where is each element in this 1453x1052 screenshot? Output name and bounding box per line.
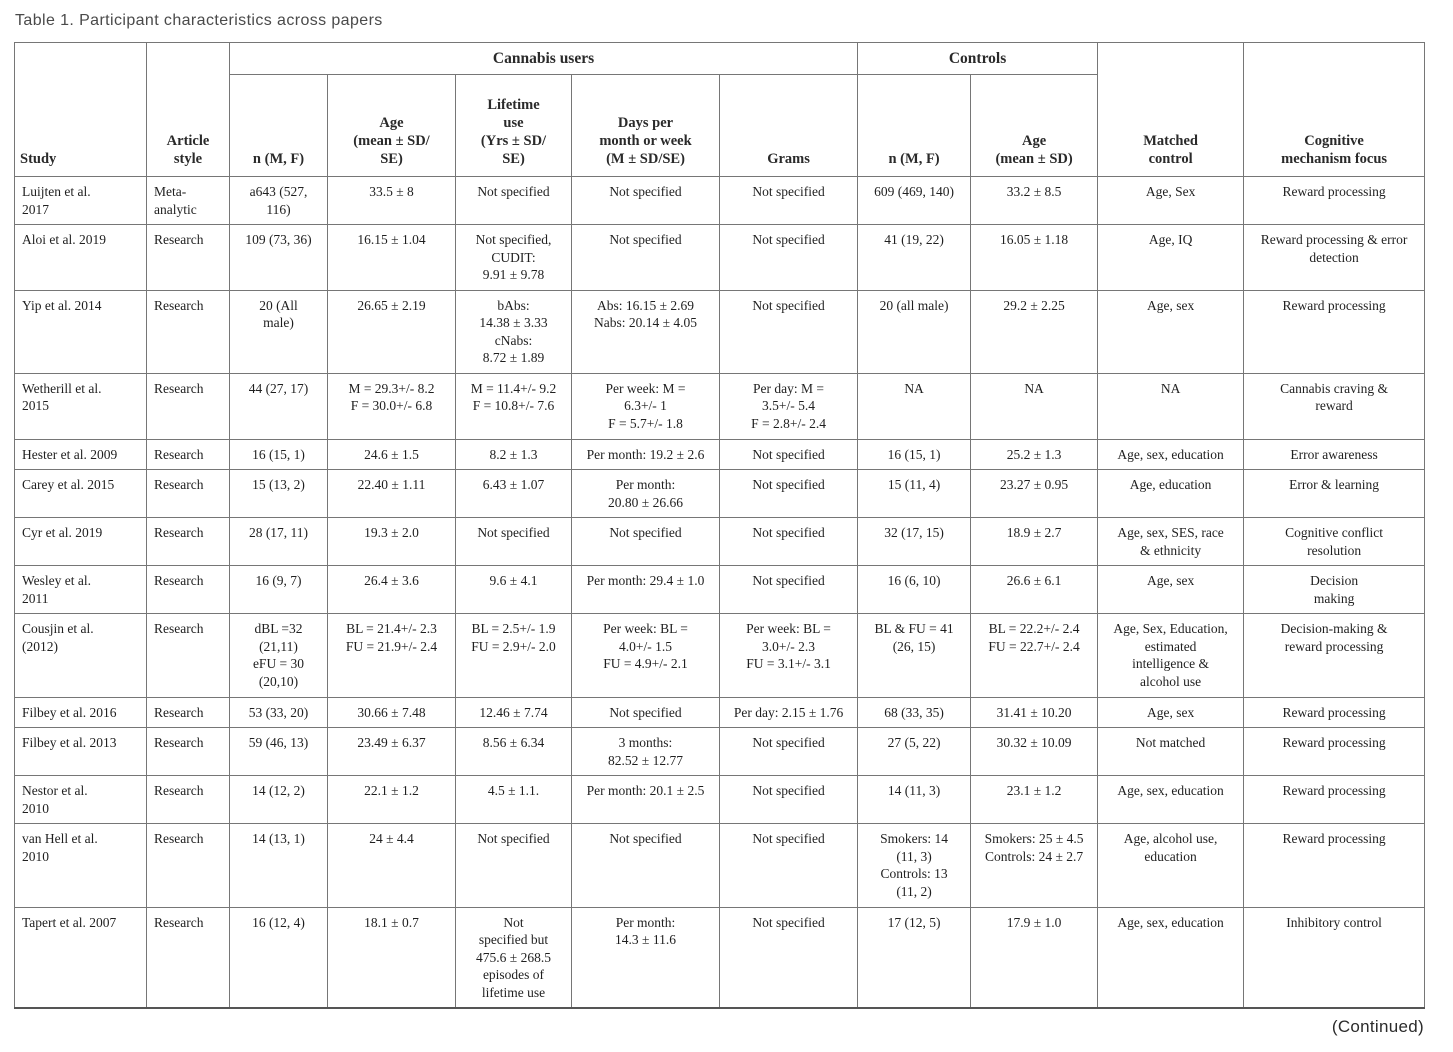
cell-days-per: Not specified [572,697,720,728]
cell-cognitive-focus: Reward processing [1244,697,1425,728]
cell-grams: Per day: 2.15 ± 1.76 [720,697,858,728]
cell-grams: Not specified [720,566,858,614]
table-row [15,290,1425,373]
cell-users-n: 28 (17, 11) [230,518,328,566]
cell-study: Wesley et al. 2011 [15,566,147,614]
cell-controls-n: 609 (469, 140) [858,177,971,225]
cell-controls-n: 17 (12, 5) [858,907,971,1008]
cell-users-n: 44 (27, 17) [230,373,328,439]
cell-lifetime-use: 6.43 ± 1.07 [456,470,572,518]
cell-controls-age: BL = 22.2+/- 2.4 FU = 22.7+/- 2.4 [971,614,1098,697]
cell-study: Tapert et al. 2007 [15,907,147,1008]
cell-users-age: 16.15 ± 1.04 [328,225,456,291]
cell-matched-control: Age, sex [1098,290,1244,373]
table-row [15,225,1425,291]
cell-controls-n: 41 (19, 22) [858,225,971,291]
cell-users-age: 30.66 ± 7.48 [328,697,456,728]
continued-label: (Continued) [1331,1017,1424,1037]
cell-article-style: Research [147,373,230,439]
cell-grams: Per week: BL = 3.0+/- 2.3 FU = 3.1+/- 3.1 [720,614,858,697]
cell-matched-control: Not matched [1098,728,1244,776]
cell-study: Filbey et al. 2016 [15,697,147,728]
cell-study: Aloi et al. 2019 [15,225,147,291]
cell-users-n: 14 (12, 2) [230,776,328,824]
cell-controls-age: 26.6 ± 6.1 [971,566,1098,614]
cell-lifetime-use: 8.56 ± 6.34 [456,728,572,776]
cell-grams: Not specified [720,177,858,225]
table-row [15,776,1425,824]
cell-matched-control: Age, Sex [1098,177,1244,225]
cell-users-n: 20 (All male) [230,290,328,373]
cell-users-n: 16 (9, 7) [230,566,328,614]
cell-days-per: Per month: 14.3 ± 11.6 [572,907,720,1008]
cell-cognitive-focus: Cannabis craving & reward [1244,373,1425,439]
cell-lifetime-use: Not specified, CUDIT: 9.91 ± 9.78 [456,225,572,291]
col-header-controls-age: Age (mean ± SD) [971,75,1098,177]
cell-days-per: Not specified [572,177,720,225]
cell-lifetime-use: Not specified [456,518,572,566]
cell-study: van Hell et al. 2010 [15,824,147,907]
cell-users-age: M = 29.3+/- 8.2 F = 30.0+/- 6.8 [328,373,456,439]
cell-article-style: Research [147,776,230,824]
cell-article-style: Research [147,290,230,373]
cell-users-age: 26.4 ± 3.6 [328,566,456,614]
cell-lifetime-use: 12.46 ± 7.74 [456,697,572,728]
group-header-controls: Controls [858,43,1098,75]
table-row [15,177,1425,225]
cell-article-style: Research [147,824,230,907]
col-header-matched-control: Matched control [1098,43,1244,177]
cell-controls-n: 20 (all male) [858,290,971,373]
cell-controls-age: 18.9 ± 2.7 [971,518,1098,566]
cell-controls-age: Smokers: 25 ± 4.5 Controls: 24 ± 2.7 [971,824,1098,907]
cell-grams: Not specified [720,290,858,373]
group-header-cannabis-users: Cannabis users [230,43,858,75]
cell-controls-n: 27 (5, 22) [858,728,971,776]
cell-users-age: 19.3 ± 2.0 [328,518,456,566]
cell-cognitive-focus: Error awareness [1244,439,1425,470]
cell-users-n: dBL =32 (21,11) eFU = 30 (20,10) [230,614,328,697]
table-row [15,518,1425,566]
cell-matched-control: Age, education [1098,470,1244,518]
cell-grams: Per day: M = 3.5+/- 5.4 F = 2.8+/- 2.4 [720,373,858,439]
col-header-controls-n: n (M, F) [858,75,971,177]
cell-study: Wetherill et al. 2015 [15,373,147,439]
cell-lifetime-use: M = 11.4+/- 9.2 F = 10.8+/- 7.6 [456,373,572,439]
col-header-cognitive-focus: Cognitive mechanism focus [1244,43,1425,177]
cell-grams: Not specified [720,470,858,518]
cell-controls-age: 29.2 ± 2.25 [971,290,1098,373]
col-header-lifetime-use: Lifetime use (Yrs ± SD/ SE) [456,75,572,177]
cell-lifetime-use: 9.6 ± 4.1 [456,566,572,614]
cell-grams: Not specified [720,776,858,824]
cell-article-style: Research [147,566,230,614]
cell-users-n: 59 (46, 13) [230,728,328,776]
cell-users-age: 26.65 ± 2.19 [328,290,456,373]
cell-article-style: Research [147,470,230,518]
cell-users-age: 24.6 ± 1.5 [328,439,456,470]
cell-users-age: BL = 21.4+/- 2.3 FU = 21.9+/- 2.4 [328,614,456,697]
cell-users-n: 16 (15, 1) [230,439,328,470]
cell-lifetime-use: Not specified [456,177,572,225]
cell-days-per: Per month: 19.2 ± 2.6 [572,439,720,470]
cell-study: Luijten et al. 2017 [15,177,147,225]
cell-controls-n: 14 (11, 3) [858,776,971,824]
cell-users-age: 22.40 ± 1.11 [328,470,456,518]
table-row [15,439,1425,470]
table-body [15,177,1425,1009]
col-header-days-per: Days per month or week (M ± SD/SE) [572,75,720,177]
cell-article-style: Meta- analytic [147,177,230,225]
group-header-row [15,43,1425,75]
cell-controls-n: 16 (15, 1) [858,439,971,470]
cell-cognitive-focus: Reward processing [1244,776,1425,824]
cell-cognitive-focus: Reward processing [1244,177,1425,225]
cell-grams: Not specified [720,824,858,907]
cell-users-age: 23.49 ± 6.37 [328,728,456,776]
cell-controls-n: NA [858,373,971,439]
cell-controls-n: BL & FU = 41 (26, 15) [858,614,971,697]
cell-matched-control: Age, sex, education [1098,907,1244,1008]
cell-matched-control: Age, sex [1098,566,1244,614]
cell-controls-age: 17.9 ± 1.0 [971,907,1098,1008]
table-row [15,907,1425,1008]
cell-controls-n: 68 (33, 35) [858,697,971,728]
cell-lifetime-use: BL = 2.5+/- 1.9 FU = 2.9+/- 2.0 [456,614,572,697]
participants-table [14,42,1425,1009]
cell-grams: Not specified [720,225,858,291]
cell-controls-age: 25.2 ± 1.3 [971,439,1098,470]
cell-matched-control: Age, sex, education [1098,439,1244,470]
cell-study: Nestor et al. 2010 [15,776,147,824]
cell-cognitive-focus: Reward processing [1244,290,1425,373]
cell-cognitive-focus: Reward processing & error detection [1244,225,1425,291]
table-row [15,614,1425,697]
cell-cognitive-focus: Inhibitory control [1244,907,1425,1008]
cell-lifetime-use: Not specified [456,824,572,907]
cell-lifetime-use: Not specified but 475.6 ± 268.5 episodes of lifetime use [456,907,572,1008]
cell-days-per: Per month: 20.80 ± 26.66 [572,470,720,518]
cell-users-age: 18.1 ± 0.7 [328,907,456,1008]
cell-study: Carey et al. 2015 [15,470,147,518]
cell-controls-n: 15 (11, 4) [858,470,971,518]
table-row [15,824,1425,907]
table-row [15,470,1425,518]
cell-controls-age: 31.41 ± 10.20 [971,697,1098,728]
cell-users-n: 109 (73, 36) [230,225,328,291]
table-row [15,373,1425,439]
cell-days-per: Not specified [572,824,720,907]
cell-study: Yip et al. 2014 [15,290,147,373]
cell-study: Filbey et al. 2013 [15,728,147,776]
cell-article-style: Research [147,614,230,697]
cell-controls-age: NA [971,373,1098,439]
cell-article-style: Research [147,907,230,1008]
cell-matched-control: Age, sex, education [1098,776,1244,824]
col-header-users-n: n (M, F) [230,75,328,177]
table-row [15,566,1425,614]
cell-controls-age: 23.1 ± 1.2 [971,776,1098,824]
table-title: Table 1. Participant characteristics across papers [15,12,383,29]
cell-days-per: Per month: 29.4 ± 1.0 [572,566,720,614]
cell-cognitive-focus: Decision making [1244,566,1425,614]
cell-controls-n: 16 (6, 10) [858,566,971,614]
cell-controls-n: 32 (17, 15) [858,518,971,566]
table-row [15,728,1425,776]
cell-grams: Not specified [720,518,858,566]
cell-cognitive-focus: Reward processing [1244,824,1425,907]
cell-controls-n: Smokers: 14 (11, 3) Controls: 13 (11, 2) [858,824,971,907]
cell-lifetime-use: 8.2 ± 1.3 [456,439,572,470]
cell-matched-control: Age, IQ [1098,225,1244,291]
cell-users-n: 16 (12, 4) [230,907,328,1008]
cell-users-n: 53 (33, 20) [230,697,328,728]
cell-matched-control: NA [1098,373,1244,439]
cell-matched-control: Age, sex [1098,697,1244,728]
cell-matched-control: Age, Sex, Education, estimated intelligence & alcohol use [1098,614,1244,697]
cell-cognitive-focus: Decision-making & reward processing [1244,614,1425,697]
col-header-article-style: Article style [147,43,230,177]
cell-grams: Not specified [720,728,858,776]
cell-cognitive-focus: Reward processing [1244,728,1425,776]
cell-users-age: 24 ± 4.4 [328,824,456,907]
cell-article-style: Research [147,697,230,728]
cell-days-per: 3 months: 82.52 ± 12.77 [572,728,720,776]
cell-days-per: Not specified [572,518,720,566]
cell-article-style: Research [147,518,230,566]
cell-grams: Not specified [720,439,858,470]
cell-article-style: Research [147,225,230,291]
cell-controls-age: 16.05 ± 1.18 [971,225,1098,291]
cell-cognitive-focus: Error & learning [1244,470,1425,518]
cell-days-per: Per week: M = 6.3+/- 1 F = 5.7+/- 1.8 [572,373,720,439]
cell-lifetime-use: bAbs: 14.38 ± 3.33 cNabs: 8.72 ± 1.89 [456,290,572,373]
cell-users-n: 15 (13, 2) [230,470,328,518]
cell-matched-control: Age, sex, SES, race & ethnicity [1098,518,1244,566]
cell-article-style: Research [147,728,230,776]
col-header-grams: Grams [720,75,858,177]
cell-days-per: Not specified [572,225,720,291]
cell-users-n: a643 (527, 116) [230,177,328,225]
col-header-users-age: Age (mean ± SD/ SE) [328,75,456,177]
cell-users-n: 14 (13, 1) [230,824,328,907]
cell-study: Cyr et al. 2019 [15,518,147,566]
table-row [15,697,1425,728]
cell-cognitive-focus: Cognitive conflict resolution [1244,518,1425,566]
cell-grams: Not specified [720,907,858,1008]
cell-controls-age: 30.32 ± 10.09 [971,728,1098,776]
cell-lifetime-use: 4.5 ± 1.1. [456,776,572,824]
cell-users-age: 22.1 ± 1.2 [328,776,456,824]
cell-days-per: Per week: BL = 4.0+/- 1.5 FU = 4.9+/- 2.1 [572,614,720,697]
cell-matched-control: Age, alcohol use, education [1098,824,1244,907]
col-header-study: Study [15,43,147,177]
cell-users-age: 33.5 ± 8 [328,177,456,225]
cell-study: Cousjin et al. (2012) [15,614,147,697]
cell-study: Hester et al. 2009 [15,439,147,470]
cell-days-per: Abs: 16.15 ± 2.69 Nabs: 20.14 ± 4.05 [572,290,720,373]
cell-days-per: Per month: 20.1 ± 2.5 [572,776,720,824]
cell-article-style: Research [147,439,230,470]
cell-controls-age: 33.2 ± 8.5 [971,177,1098,225]
cell-controls-age: 23.27 ± 0.95 [971,470,1098,518]
